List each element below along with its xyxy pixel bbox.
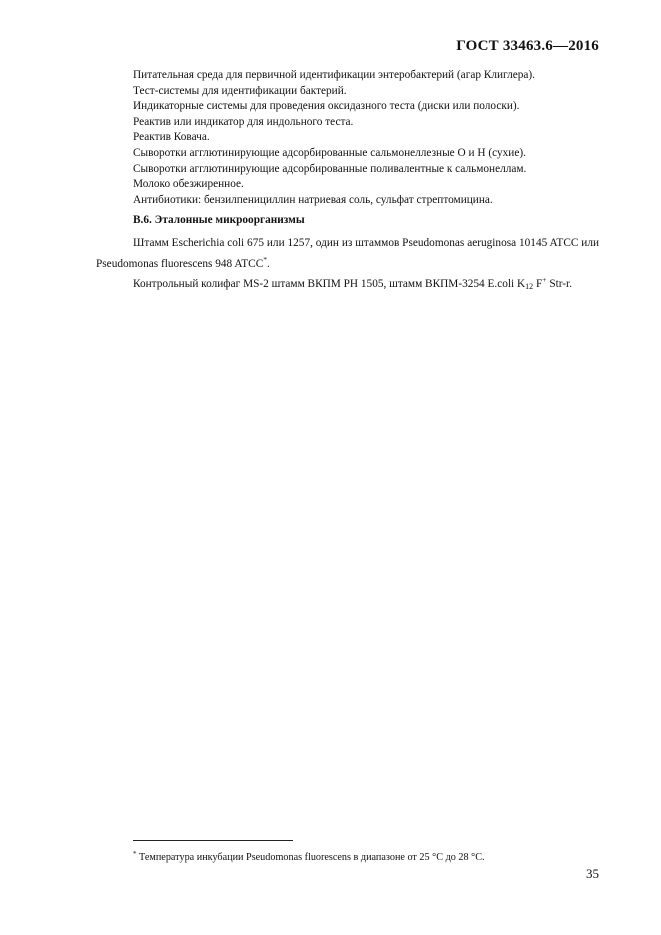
paragraph-control-coliphage [96, 272, 599, 295]
f-factor: F [533, 278, 543, 291]
paragraph-test-systems: Тест-системы для идентификации бактерий. [133, 84, 347, 97]
k12-subscript: 12 [525, 282, 534, 292]
footnote-divider [133, 840, 293, 841]
paragraph-skim-milk: Молоко обезжиренное. [133, 178, 244, 191]
control-coliphage-text: Контрольный колифаг MS-2 штамм ВКПМ РН 1505, штамм ВКПМ-3254 E.coli K [133, 278, 526, 291]
paragraph-oxidase-indicators: Индикаторные системы для проведения оксидазного теста (диски или полоски). [133, 100, 520, 113]
section-heading: В.6. Эталонные микроорганизмы [133, 214, 305, 227]
f-plus-superscript: + [542, 275, 547, 285]
paragraph-reference-strains [96, 236, 599, 272]
footnote-mark: * [133, 850, 137, 858]
paragraph-salmonella-oh-sera: Сыворотки агглютинирующие адсорбированные сальмонеллезные O и H (сухие). [133, 146, 526, 159]
paragraph-antibiotics: Антибиотики: бензилпенициллин натриевая соль, сульфат стрептомицина. [133, 193, 493, 206]
document-header: ГОСТ 33463.6—2016 [456, 38, 599, 54]
footnote [133, 848, 485, 864]
reference-strains-end: . [267, 257, 270, 270]
paragraph-indole-reagent: Реактив или индикатор для индольного теста. [133, 115, 354, 128]
footnote-text: Температура инкубации Pseudomonas fluorescens в диапазоне от 25 °С до 28 °С. [136, 852, 485, 863]
paragraph-kligler-agar: Питательная среда для первичной идентификации энтеробактерий (агар Клиглера). [133, 69, 535, 81]
document-body [96, 68, 599, 295]
paragraph-polyvalent-sera: Сыворотки агглютинирующие адсорбированные поливалентные к сальмонеллам. [133, 162, 527, 175]
page-number: 35 [586, 866, 599, 881]
control-coliphage-end: Str-r. [546, 278, 573, 291]
reference-strains-text: Штамм Escherichia coli 675 или 1257, один из штаммов Pseudomonas aeruginosa 10145 ATCC или Pseudomonas fluorescens 948 ATCC [96, 236, 599, 270]
paragraph-kovacs-reagent: Реактив Ковача. [133, 131, 210, 144]
footnote-reference-mark: * [263, 254, 267, 264]
